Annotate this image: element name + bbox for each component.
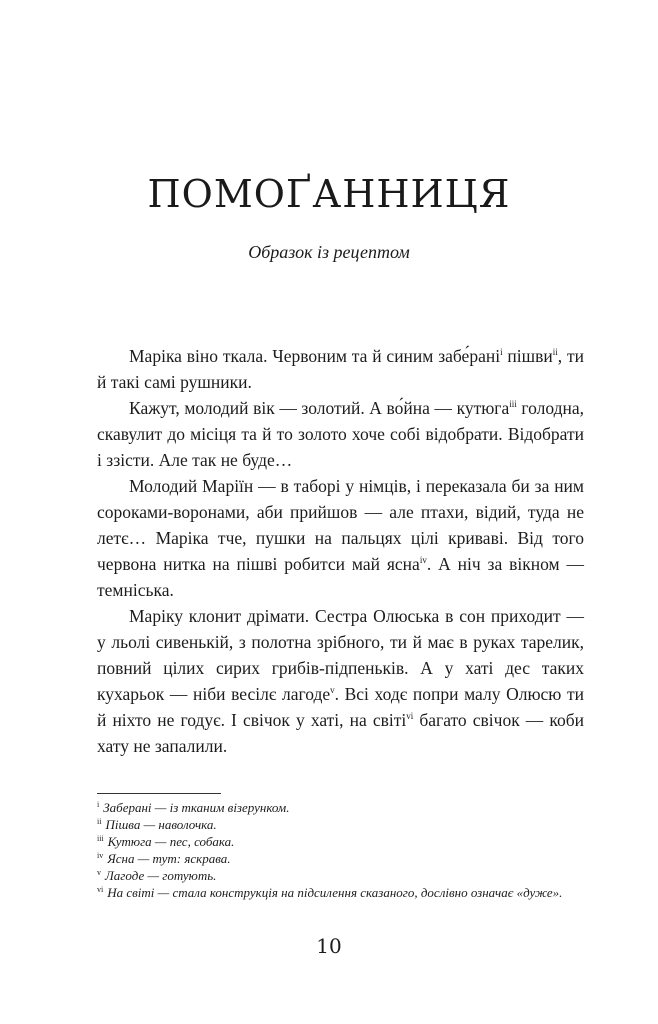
paragraph bbox=[97, 473, 584, 603]
footnote bbox=[97, 799, 584, 816]
footnote-mark: vi bbox=[97, 884, 104, 894]
footnote-mark: іі bbox=[97, 816, 102, 826]
footnote-mark: ііі bbox=[97, 833, 104, 843]
footnote-reference: ііі bbox=[509, 399, 517, 410]
footnote-mark: iv bbox=[97, 850, 104, 860]
footnote bbox=[97, 850, 584, 867]
body-text bbox=[97, 343, 584, 759]
footnote-text: Пішва — наволочка. bbox=[105, 817, 217, 832]
paragraph-text: Маріка віно ткала. Червоним та й синим забе́рані bbox=[129, 346, 501, 366]
footnote-text: Заберані — із тканим візерунком. bbox=[103, 800, 290, 815]
footnote-rule bbox=[97, 793, 221, 794]
paragraph-text: . Всі ходє попри малу Олюсю ти й ніхто не годує. І свічок у хаті, на світі bbox=[97, 684, 584, 730]
footnote-mark: v bbox=[97, 867, 101, 877]
paragraph-text: багато свічок — коби хату не запалили. bbox=[97, 710, 584, 756]
paragraph bbox=[97, 395, 584, 473]
paragraph-text: , ти й такі самі рушники. bbox=[97, 346, 584, 392]
paragraph-text: голодна, скавулит до місіця та й то золото хоче собі відобрати. Відобрати і ззісти. Але так не буде… bbox=[97, 398, 584, 470]
paragraph-text: Молодий Маріїн — в таборі у німців, і переказала би за ним сороками-воронами, аби прийшов — але птахи, відий, туда не летє… Маріка тче, пушки на пальцях цілі криваві. Від того червона нитка на пішві робитси май ясна bbox=[97, 476, 584, 574]
footnote-reference: v bbox=[330, 685, 335, 696]
footnotes bbox=[97, 799, 584, 901]
footnote-text: Ясна — тут: яскрава. bbox=[107, 851, 231, 866]
chapter-title: ПОМОҐАННИЦЯ bbox=[147, 172, 511, 216]
paragraph-text: пішви bbox=[502, 346, 553, 366]
paragraph-text: Кажут, молодий вік — золотий. А во́йна — кутюга bbox=[129, 398, 510, 418]
footnote-reference: іі bbox=[552, 347, 558, 358]
page-number: 10 bbox=[316, 934, 342, 958]
footnote-text: На світі — стала конструкція на підсилення сказаного, дослівно означає «дуже». bbox=[107, 885, 563, 900]
footnote-reference: iv bbox=[419, 555, 427, 566]
chapter-subtitle: Образок із рецептом bbox=[248, 242, 410, 262]
footnote-mark: і bbox=[97, 799, 100, 809]
paragraph-text: Маріку клонит дрімати. Сестра Олюська в сон приходит — у льолі сивенькій, з полотна зрібного, ти й має в руках тарелик, повний цілих сирих грибів-підпеньків. А у хаті дес таких кухарьок — ніби весілє лагоде bbox=[97, 606, 584, 704]
footnote-reference: і bbox=[500, 347, 503, 358]
paragraph bbox=[97, 343, 584, 395]
footnote bbox=[97, 884, 584, 901]
footnote-text: Кутюга — пес, собака. bbox=[107, 834, 235, 849]
footnote-text: Лагоде — готують. bbox=[105, 868, 217, 883]
footnote bbox=[97, 867, 584, 884]
footnote bbox=[97, 833, 584, 850]
paragraph bbox=[97, 603, 584, 759]
paragraph-text: . А ніч за вікном — темніська. bbox=[97, 554, 584, 600]
footnote bbox=[97, 816, 584, 833]
footnote-reference: vi bbox=[406, 711, 414, 722]
